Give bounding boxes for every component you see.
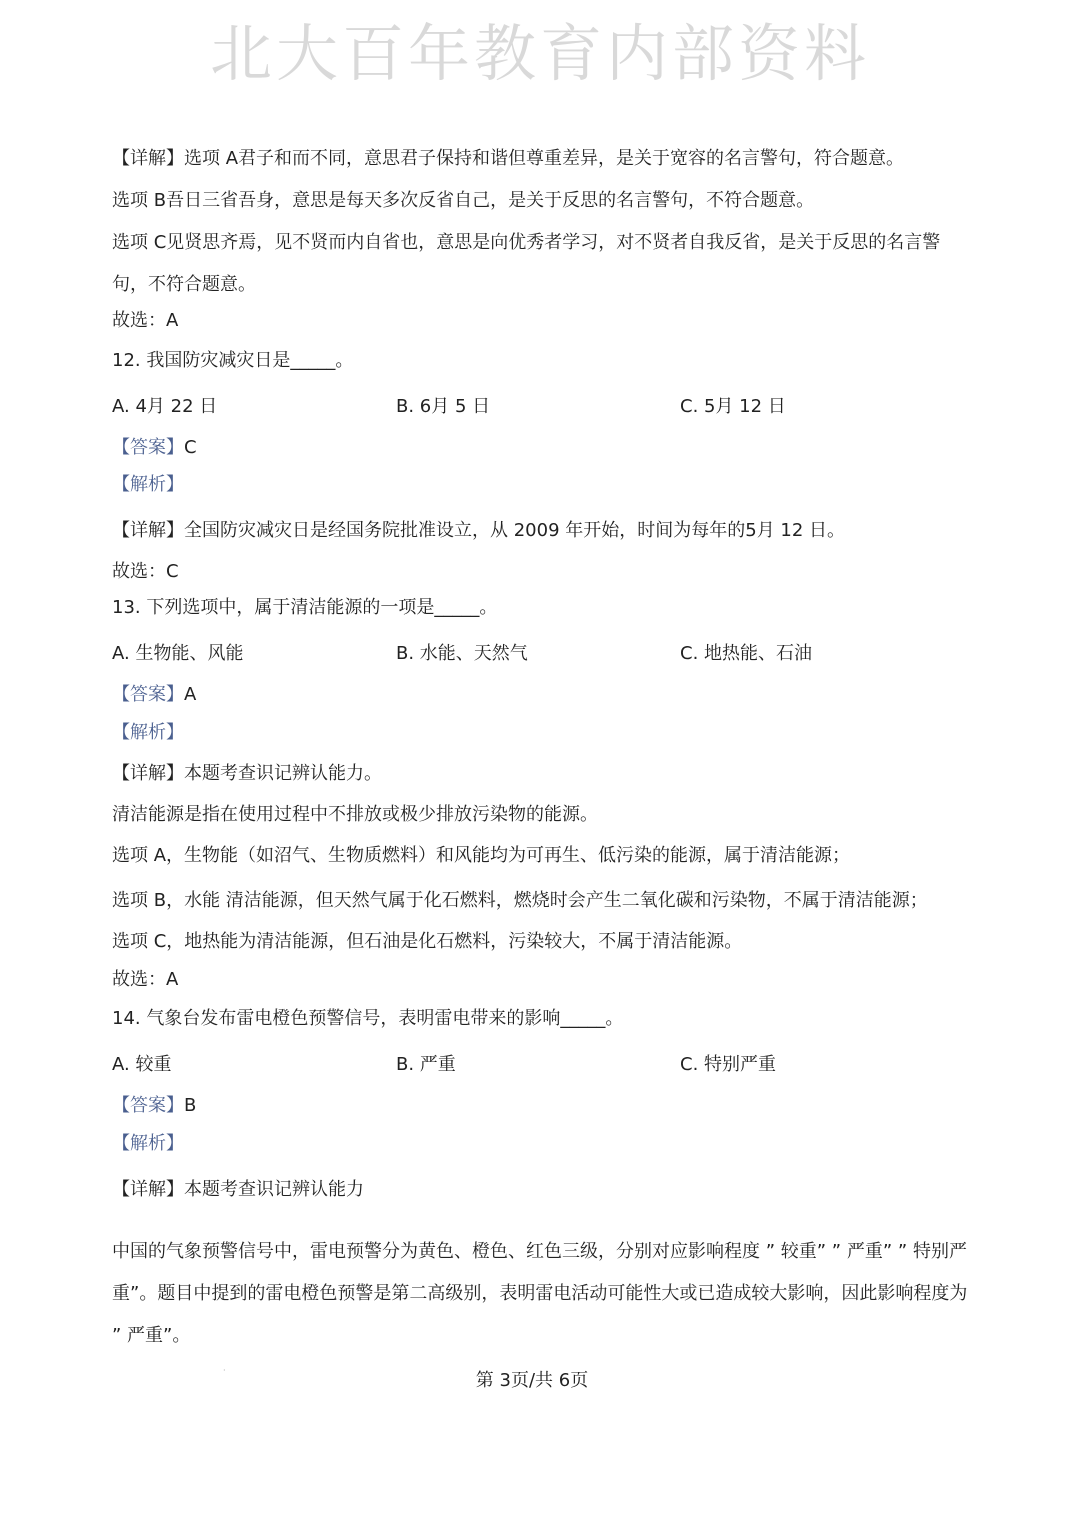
q13-option-b: B. 水能、天然气 — [396, 643, 528, 664]
q13-detail-2: 清洁能源是指在使用过程中不排放或极少排放污染物的能源。 — [112, 804, 598, 825]
q12-option-b: B. 6月 5 日 — [396, 396, 491, 417]
q12-answer-row — [112, 435, 972, 461]
q11-detail-c1: 选项 C见贤思齐焉，见不贤而内自省也，意思是向优秀者学习，对不贤者自我反省，是关于反思的名言警 — [112, 232, 941, 253]
analysis-tag: 【解析】 — [112, 722, 184, 743]
watermark: 北大百年教育内部资料 — [209, 17, 870, 90]
stray-dot: · — [223, 1366, 226, 1375]
q13-option-c: C. 地热能、石油 — [680, 643, 813, 664]
q11-detail-b: 选项 B吾日三省吾身，意思是每天多次反省自己，是关于反思的名言警句，不符合题意。 — [112, 190, 815, 211]
q13-choice: 故选：A — [112, 969, 179, 990]
q11-choice: 故选：A — [112, 310, 179, 331]
q12-option-a: A. 4月 22 日 — [112, 396, 218, 417]
q13-option-a: A. 生物能、风能 — [112, 643, 244, 664]
answer-tag: 【答案】 — [112, 1095, 184, 1116]
q12-question: 12. 我国防灾减灾日是_____。 — [112, 350, 354, 371]
q12-detail: 【详解】全国防灾减灾日是经国务院批准设立，从 2009 年开始，时间为每年的5月 12 日。 — [112, 520, 846, 541]
q11-detail-c2: 句，不符合题意。 — [112, 274, 256, 295]
answer-tag: 【答案】 — [112, 437, 184, 458]
answer-value: A — [184, 684, 197, 705]
q13-question: 13. 下列选项中，属于清洁能源的一项是_____。 — [112, 597, 498, 618]
q13-detail-1: 【详解】本题考查识记辨认能力。 — [112, 763, 382, 784]
q14-option-c: C. 特别严重 — [680, 1054, 777, 1075]
page-footer: 第 3页/共 6页 — [475, 1370, 589, 1391]
q12-option-c: C. 5月 12 日 — [680, 396, 786, 417]
analysis-tag: 【解析】 — [112, 474, 184, 495]
analysis-tag: 【解析】 — [112, 1133, 184, 1154]
q13-answer-row — [112, 682, 972, 708]
q14-option-b: B. 严重 — [396, 1054, 456, 1075]
answer-value: C — [184, 437, 197, 458]
q12-choice: 故选：C — [112, 561, 179, 582]
q14-detail-1: 【详解】本题考查识记辨认能力 — [112, 1179, 364, 1200]
q13-detail-4: 选项 B，水能 清洁能源，但天然气属于化石燃料，燃烧时会产生二氧化碳和污染物，不属于清洁能源； — [112, 890, 928, 911]
q13-detail-5: 选项 C，地热能为清洁能源，但石油是化石燃料，污染较大，不属于清洁能源。 — [112, 931, 743, 952]
q14-question: 14. 气象台发布雷电橙色预警信号，表明雷电带来的影响_____。 — [112, 1008, 624, 1029]
q14-option-a: A. 较重 — [112, 1054, 172, 1075]
q14-detail-2: 中国的气象预警信号中，雷电预警分为黄色、橙色、红色三级，分别对应影响程度 ” 较重” ” 严重” ” 特别严重”。题目中提到的雷电橙色预警是第二高级别，表明雷电活动可能性大或已造成较大影响，因此影响程度为 ” 严重”。 — [112, 1241, 968, 1346]
q14-answer-row — [112, 1093, 972, 1119]
q13-detail-3: 选项 A，生物能（如沼气、生物质燃料）和风能均为可再生、低污染的能源，属于清洁能源； — [112, 845, 851, 866]
answer-tag: 【答案】 — [112, 684, 184, 705]
q11-detail-a: 【详解】选项 A君子和而不同，意思君子保持和谐但尊重差异，是关于宽容的名言警句，符合题意。 — [112, 148, 905, 169]
answer-value: B — [184, 1095, 197, 1116]
